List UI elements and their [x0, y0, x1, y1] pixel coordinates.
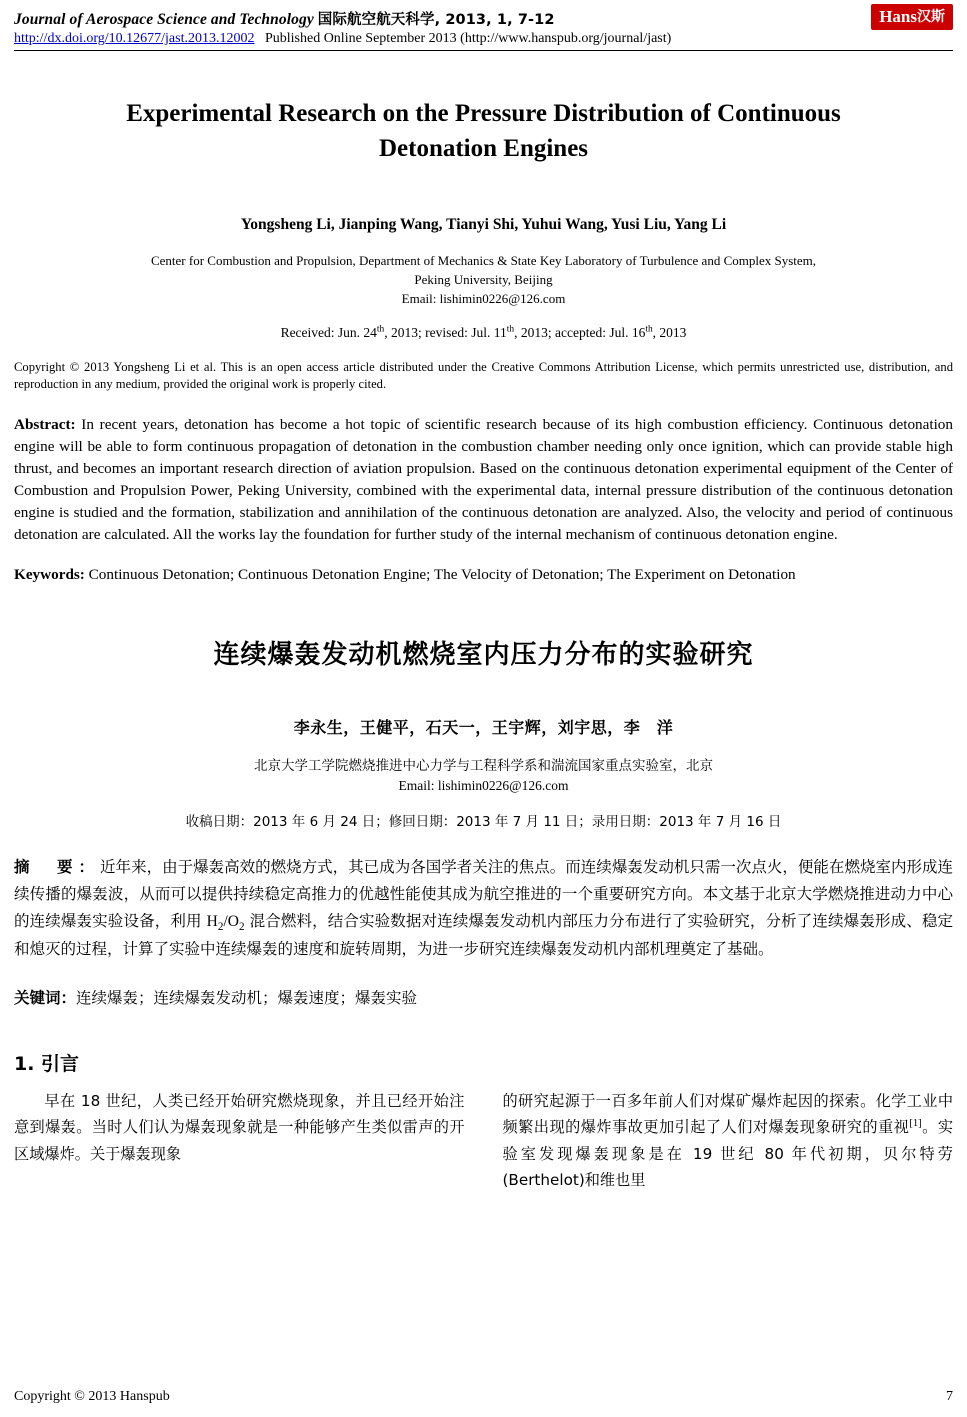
formula-separator: /O	[223, 912, 239, 930]
paragraph-right-part1: 的研究起源于一百多年前人们对煤矿爆炸起因的探索。化学工业中频繁出现的爆炸事故更加引起了人们对爆轰现象研究的重视	[502, 1092, 953, 1137]
paragraph-left: 早在 18 世纪，人类已经开始研究燃烧现象，并且已经开始注意到爆轰。当时人们认为爆轰现象就是一种能够产生类似雷声的开区域爆炸。关于爆轰现象	[14, 1092, 465, 1163]
contact-email: Email: lishimin0226@126.com	[401, 290, 566, 306]
paper-content	[0, 97, 967, 1193]
chinese-keywords-block	[14, 985, 953, 1011]
hans-logo-en: Hans	[879, 7, 917, 26]
two-column-body	[14, 1088, 953, 1193]
abstract-block	[14, 414, 953, 545]
affiliation-line-1: Center for Combustion and Propulsion, Department of Mechanics & State Key Laboratory of Turbulence and Complex System,	[150, 253, 817, 268]
doi-link[interactable]: http://dx.doi.org/10.12677/jast.2013.12002	[14, 31, 255, 46]
journal-title-line	[14, 8, 953, 29]
date-received-suffix: th	[376, 324, 385, 335]
page-header	[0, 0, 967, 47]
column-right	[503, 1088, 954, 1193]
page-footer	[14, 1389, 953, 1405]
date-revised-suffix: th	[506, 324, 515, 335]
journal-title-en: Journal of Aerospace Science and Technology	[14, 11, 314, 28]
chinese-abstract-part2: 混合燃料，结合实验数据对连续爆轰发动机内部压力分布进行了实验研究，分析了连续爆轰形成、稳定和熄灭的过程，计算了实验中连续爆轰的速度和旋转周期，为进一步研究连续爆轰发动机内部机理奠定了基础。	[14, 911, 953, 958]
date-accepted-suffix: th	[645, 324, 653, 335]
paragraph-right-part2: 。实验室发现爆轰现象是在 19 世纪 80 年代初期，贝尔特劳(Berthelot)和维也里	[502, 1118, 954, 1189]
formula-h-subscript: 2	[217, 921, 224, 934]
affiliation-block	[14, 252, 953, 309]
chinese-author-list: 李永生，王健平，石天一，王宇辉，刘宇思，李 洋	[293, 717, 674, 737]
formula-o-subscript: 2	[238, 921, 245, 934]
footer-copyright: Copyright © 2013 Hanspub	[14, 1389, 170, 1404]
chinese-contact-email: Email: lishimin0226@126.com	[398, 777, 569, 793]
journal-title-cn: 国际航空航天科学	[317, 12, 435, 28]
chinese-affiliation-block	[14, 756, 953, 797]
date-revised: , 2013; revised: Jul. 11	[384, 324, 507, 340]
page-number: 7	[946, 1389, 953, 1404]
chinese-keywords-label: 关键词：	[14, 988, 77, 1007]
date-tail: , 2013	[652, 324, 687, 340]
chinese-title: 连续爆轰发动机燃烧室内压力分布的实验研究	[213, 639, 754, 670]
journal-doi-line	[14, 31, 953, 47]
chinese-keywords-text: 连续爆轰；连续爆轰发动机；爆轰速度；爆轰实验	[76, 988, 418, 1007]
chinese-abstract-label: 摘 要：	[14, 858, 101, 877]
date-received: Received: Jun. 24	[280, 324, 377, 340]
abstract-label: Abstract:	[14, 416, 76, 434]
license-note: Copyright © 2013 Yongsheng Li et al. This is an open access article distributed under the Creative Commons Attribution License, which permits unrestricted use, distribution, and reproduction in any medium, provided the original work is properly cited.	[14, 359, 953, 392]
chinese-submission-dates: 收稿日期：2013 年 6 月 24 日；修回日期：2013 年 7 月 11 日；录用日期：2013 年 7 月 16 日	[185, 814, 782, 831]
keywords-label: Keywords:	[14, 565, 85, 583]
column-left	[14, 1088, 465, 1193]
hans-logo-cn: 汉斯	[917, 9, 945, 25]
citation-reference-1[interactable]: [1]	[909, 1118, 922, 1130]
author-list: Yongsheng Li, Jianping Wang, Tianyi Shi, Yuhui Wang, Yusi Liu, Yang Li	[240, 216, 727, 233]
keywords-block	[14, 564, 953, 586]
journal-issue: , 2013, 1, 7-12	[434, 12, 555, 28]
paragraph-right	[503, 1088, 954, 1193]
date-accepted: , 2013; accepted: Jul. 16	[514, 324, 646, 340]
chinese-affiliation: 北京大学工学院燃烧推进中心力学与工程科学系和湍流国家重点实验室，北京	[254, 757, 713, 774]
chinese-abstract-block	[14, 854, 953, 963]
page-title: Experimental Research on the Pressure Distribution of Continuous Detonation Engines	[126, 100, 841, 162]
formula-h: H	[206, 912, 218, 930]
affiliation-line-2: Peking University, Beijing	[414, 271, 553, 287]
abstract-text: In recent years, detonation has become a hot topic of scientific research because of its high combustion efficiency. Continuous detonation engine will be able to form continuous propagation of detonation in the combustion chamber needing only once ignition, which can provide stable high thrust, and becomes an important research direction of aviation propulsion. Based on the continuous detonation experimental equipment of the Center of Combustion and Propulsion Power, Peking University, combined with the experimental data, internal pressure distribution of the continuous detonation engine is studied and the formation, stabilization and annihilation of the continuous detonation are analyzed. Also, the velocity and period of continuous detonation are calculated. All the works lay the foundation for further study of the internal mechanism of continuous detonation engine.	[14, 416, 953, 543]
submission-dates	[14, 325, 953, 341]
hans-publisher-logo	[871, 4, 953, 30]
keywords-text: Continuous Detonation; Continuous Detonation Engine; The Velocity of Detonation; The Experiment on Detonation	[84, 565, 796, 583]
published-online-text: Published Online September 2013 (http://www.hanspub.org/journal/jast)	[264, 31, 672, 46]
header-divider	[14, 50, 953, 51]
chinese-abstract-part1: 近年来，由于爆轰高效的燃烧方式，其已成为各国学者关注的焦点。而连续爆轰发动机只需一次点火，便能在燃烧室内形成连续传播的爆轰波，从而可以提供持续稳定高推力的优越性能使其成为航空推进的一个重要研究方向。本文基于北京大学燃烧推进动力中心的连续爆轰实验设备，利用	[14, 858, 953, 930]
section-heading-introduction: 1. 引言	[14, 1053, 80, 1076]
